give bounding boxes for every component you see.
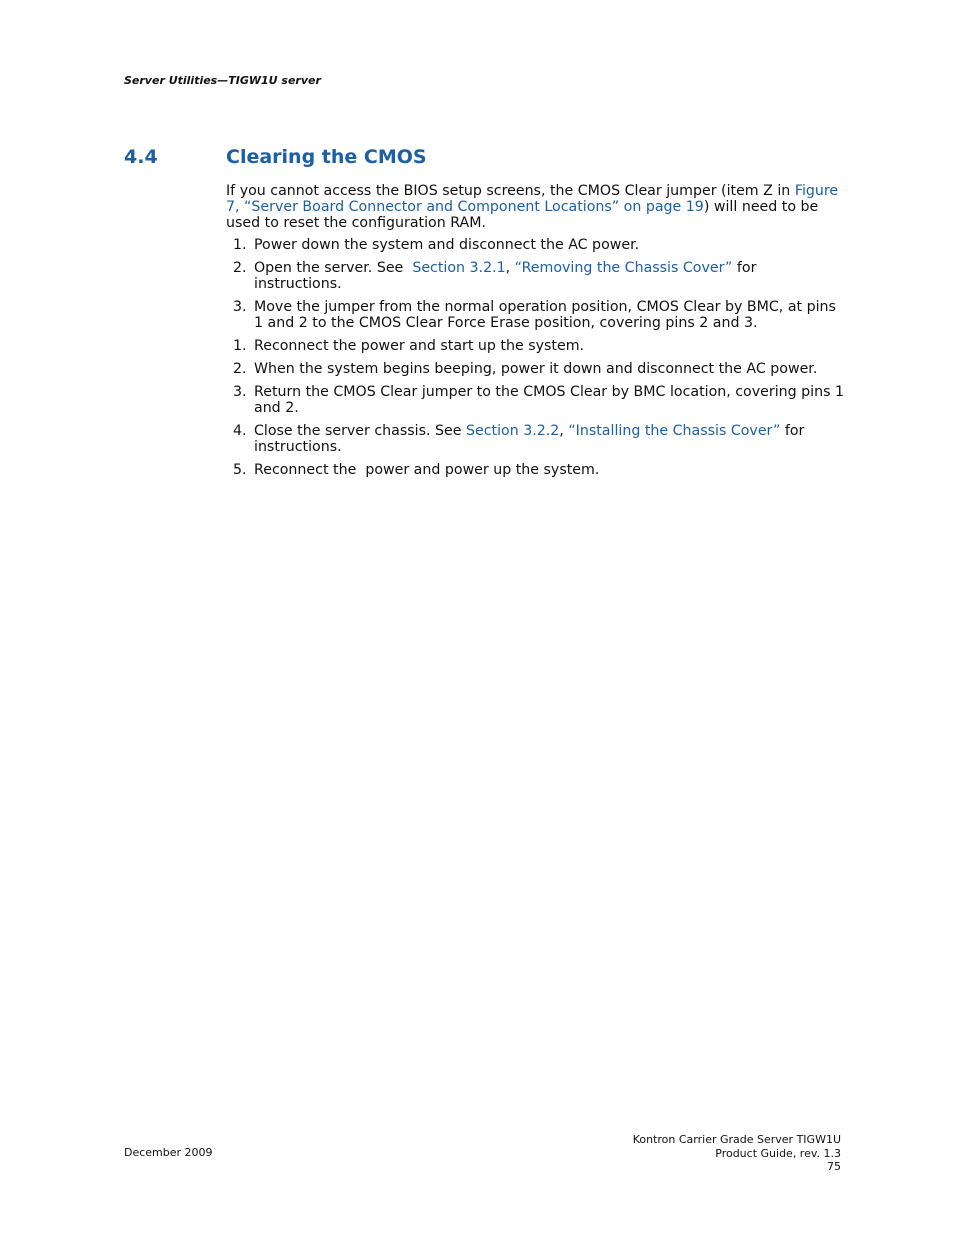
- step-text-mid: ,: [559, 423, 569, 439]
- step-text: Reconnect the power and start up the system.: [254, 338, 585, 354]
- step-text-post: for instructions.: [254, 423, 805, 455]
- step-number: 3.: [233, 384, 247, 400]
- section-3-2-1-link[interactable]: Section 3.2.1: [412, 260, 506, 276]
- list-item: [226, 260, 846, 292]
- step-text: When the system begins beeping, power it down and disconnect the AC power.: [254, 361, 818, 377]
- figure-7-link[interactable]: Figure 7, “Server Board Connector and Component Locations” on page 19: [226, 183, 839, 215]
- list-item: [226, 361, 846, 377]
- intro-paragraph: [226, 183, 846, 231]
- removing-chassis-cover-link[interactable]: “Removing the Chassis Cover”: [514, 260, 733, 276]
- steps-list: [226, 237, 846, 485]
- page-number: 75: [827, 1160, 841, 1173]
- section-3-2-2-link[interactable]: Section 3.2.2: [465, 423, 560, 439]
- step-number: 5.: [233, 462, 247, 478]
- list-item: [226, 384, 846, 416]
- section-number: 4.4: [124, 146, 158, 168]
- step-text-pre: Open the server. See: [254, 260, 413, 276]
- step-number: 2.: [233, 361, 247, 377]
- step-text: [254, 260, 846, 292]
- intro-text-after: ) will need to be used to reset the configuration RAM.: [226, 199, 819, 231]
- installing-chassis-cover-link[interactable]: “Installing the Chassis Cover”: [568, 423, 781, 439]
- list-item: [226, 423, 846, 455]
- list-item: [226, 462, 846, 478]
- step-text-mid: ,: [505, 260, 515, 276]
- step-number: 1.: [233, 237, 247, 253]
- list-item: [226, 299, 846, 331]
- step-text: Return the CMOS Clear jumper to the CMOS Clear by BMC location, covering pins 1 and 2.: [254, 384, 845, 416]
- list-item: [226, 338, 846, 354]
- running-header: Server Utilities—TIGW1U server: [124, 74, 321, 87]
- step-text: Move the jumper from the normal operation position, CMOS Clear by BMC, at pins 1 and 2 to the CMOS Clear Force Erase position, covering pins 2 and 3.: [254, 299, 836, 331]
- section-title: Clearing the CMOS: [226, 146, 427, 168]
- step-number: 2.: [233, 260, 247, 276]
- intro-text-before: If you cannot access the BIOS setup screens, the CMOS Clear jumper (item Z in: [226, 183, 795, 199]
- footer-guide: Product Guide, rev. 1.3: [715, 1146, 841, 1160]
- section-heading: [124, 146, 427, 168]
- step-text-pre: Close the server chassis. See: [254, 423, 466, 439]
- step-text: Reconnect the power and power up the system.: [254, 462, 600, 478]
- step-text: Power down the system and disconnect the AC power.: [254, 237, 640, 253]
- step-text-post: for instructions.: [254, 260, 757, 292]
- footer-product: Kontron Carrier Grade Server TIGW1U: [632, 1133, 841, 1146]
- step-text: [254, 423, 846, 455]
- footer-date: December 2009: [124, 1146, 213, 1159]
- step-number: 3.: [233, 299, 247, 315]
- footer-product-info: [633, 1133, 841, 1174]
- list-item: [226, 237, 846, 253]
- step-number: 4.: [233, 423, 247, 439]
- step-number: 1.: [233, 338, 247, 354]
